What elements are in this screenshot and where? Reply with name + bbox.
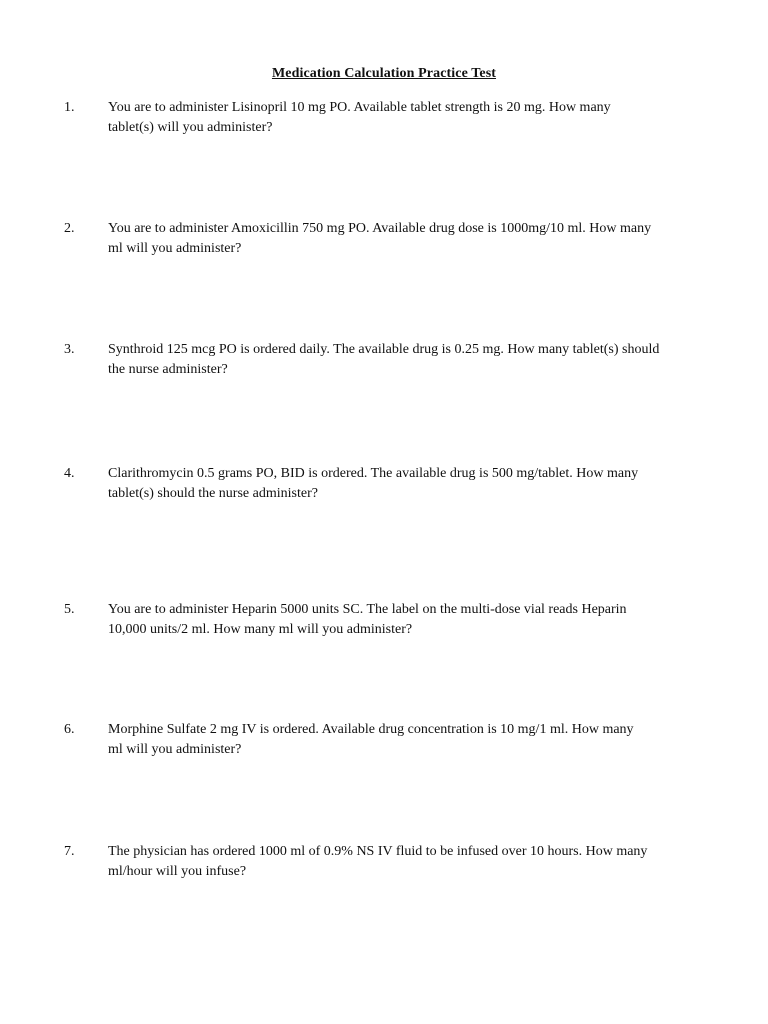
question-text: [108, 98, 718, 138]
question-line: Morphine Sulfate 2 mg IV is ordered. Available drug concentration is 10 mg/1 ml. How many: [108, 722, 634, 737]
question-text: [108, 720, 718, 760]
question-line: Synthroid 125 mcg PO is ordered daily. The available drug is 0.25 mg. How many tablet(s) should: [108, 342, 660, 357]
question-line: tablet(s) should the nurse administer?: [108, 486, 318, 501]
question-text: [108, 842, 718, 882]
question-number: 6.: [64, 722, 75, 737]
question-number: 2.: [64, 221, 75, 236]
question-number: 7.: [64, 844, 75, 859]
question-text: [108, 464, 718, 504]
question-line: ml will you administer?: [108, 742, 242, 757]
question-line: ml will you administer?: [108, 241, 242, 256]
question-line: Clarithromycin 0.5 grams PO, BID is ordered. The available drug is 500 mg/tablet. How many: [108, 466, 639, 481]
question-text: [108, 219, 718, 259]
question-line: 10,000 units/2 ml. How many ml will you administer?: [108, 622, 413, 637]
question-text: [108, 340, 718, 380]
question-line: You are to administer Heparin 5000 units SC. The label on the multi-dose vial reads Heparin: [108, 602, 627, 617]
question-number: 4.: [64, 466, 75, 481]
question-line: tablet(s) will you administer?: [108, 120, 273, 135]
question-number: 3.: [64, 342, 75, 357]
question-line: the nurse administer?: [108, 362, 228, 377]
question-line: You are to administer Amoxicillin 750 mg PO. Available drug dose is 1000mg/10 ml. How many: [108, 221, 652, 236]
question-line: ml/hour will you infuse?: [108, 864, 247, 879]
question-line: You are to administer Lisinopril 10 mg PO. Available tablet strength is 20 mg. How many: [108, 100, 611, 115]
question-number: 5.: [64, 602, 75, 617]
question-text: [108, 600, 718, 640]
question-line: The physician has ordered 1000 ml of 0.9% NS IV fluid to be infused over 10 hours. How many: [108, 844, 648, 859]
page-title: Medication Calculation Practice Test: [271, 66, 497, 81]
question-number: 1.: [64, 100, 75, 115]
